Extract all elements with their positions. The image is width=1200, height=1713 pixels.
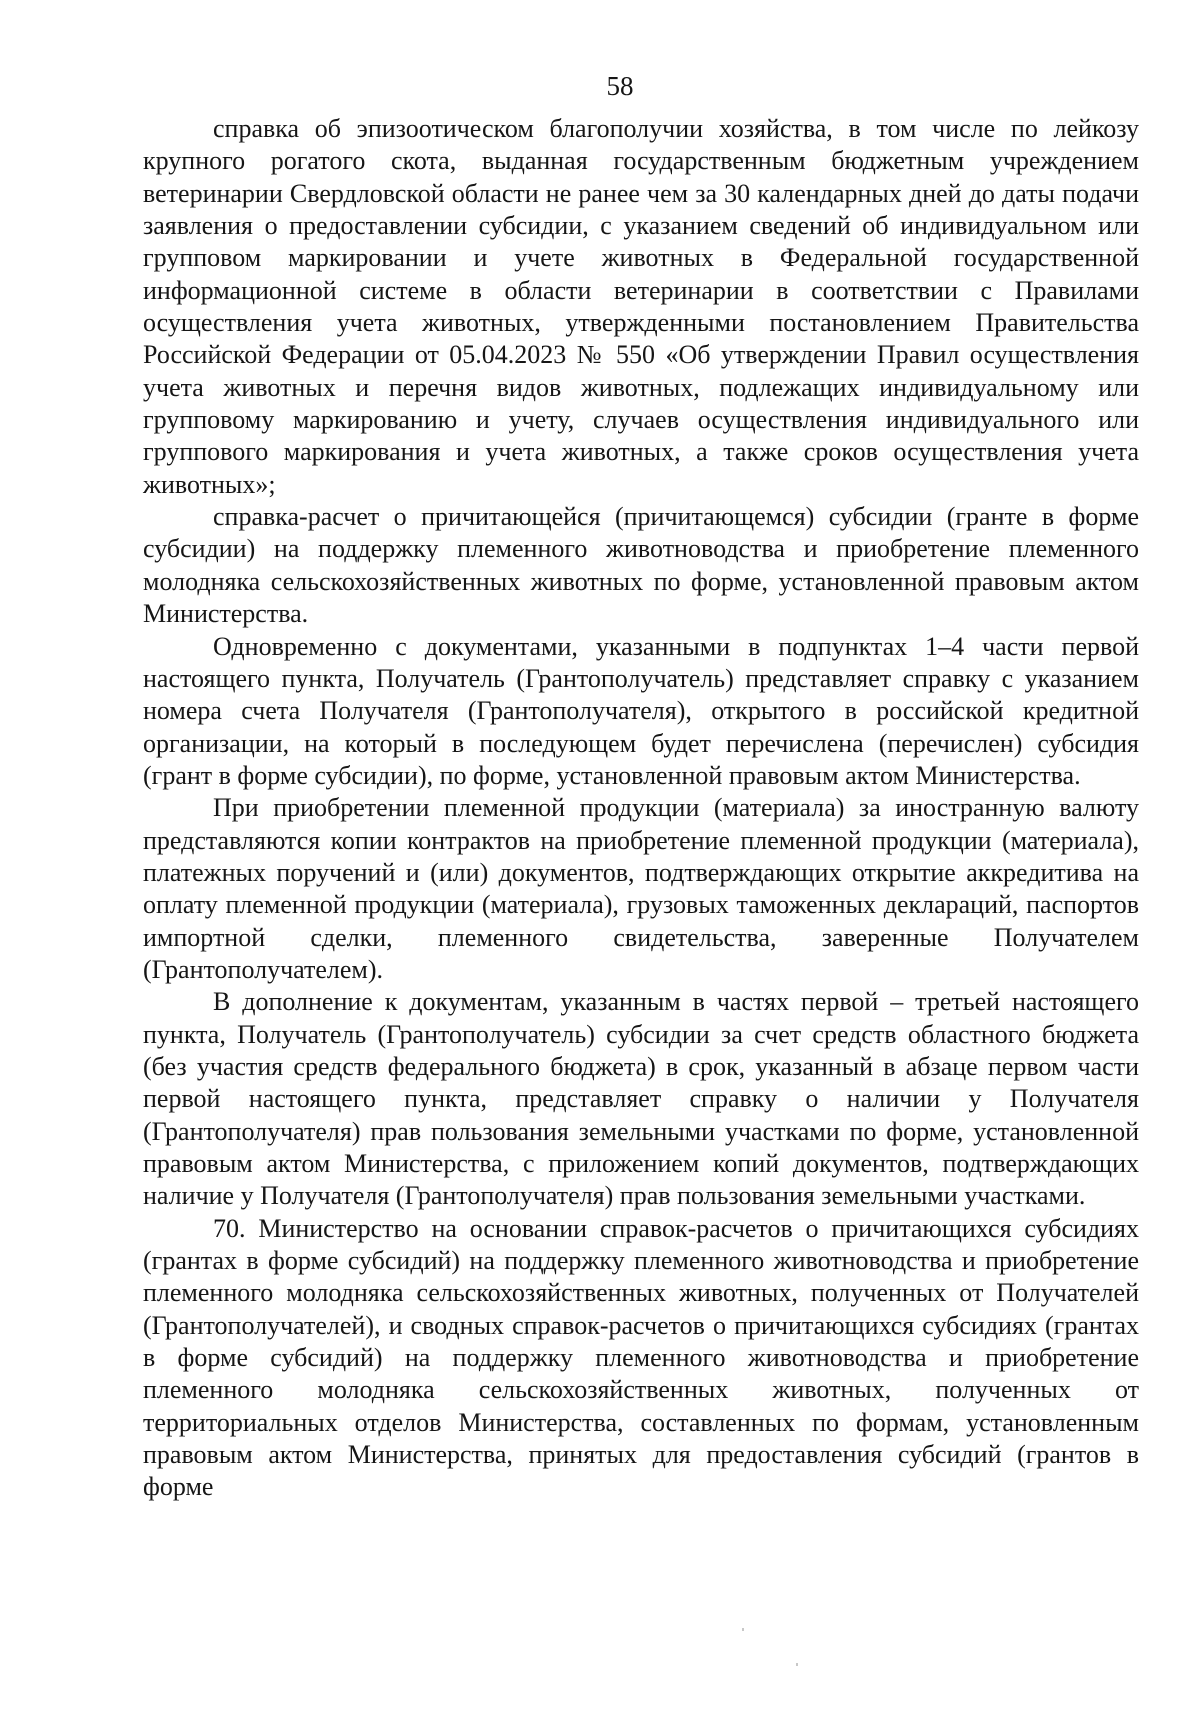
scan-speck	[796, 1663, 798, 1666]
page-number: 58	[606, 71, 634, 101]
scan-speck	[742, 1628, 744, 1631]
document-body	[143, 113, 1139, 1504]
paragraph-land-rights: В дополнение к документам, указанным в частях первой – третьей настоящего пункта, Получатель (Грантополучатель) субсидии за счет средств областного бюджета (без участия средств федерального бюджета) в срок, указанный в абзаце первом части первой настоящего пункта, представляет справку о наличии у Получателя (Грантополучателя) прав пользования земельными участками по форме, установленной правовым актом Министерства, с приложением копий документов, подтверждающих наличие у Получателя (Грантополучателя) прав пользования земельными участками.	[143, 987, 1139, 1211]
paragraph-subsidy-calculation: справка-расчет о причитающейся (причитающемся) субсидии (гранте в форме субсидии) на поддержку племенного животноводства и приобретение племенного молодняка сельскохозяйственных животных по форме, установленной правовым актом Министерства.	[143, 502, 1139, 629]
paragraph-bank-account: Одновременно с документами, указанными в подпунктах 1–4 части первой настоящего пункта, Получатель (Грантополучатель) представляет справку с указанием номера счета Получателя (Грантополучателя), открытого в российской кредитной организации, на который в последующем будет перечислена (перечислен) субсидия (грант в форме субсидии), по форме, установленной правовым актом Министерства.	[143, 631, 1139, 790]
paragraph-item-70: 70. Министерство на основании справок-расчетов о причитающихся субсидиях (грантах в форме субсидий) на поддержку племенного животноводства и приобретение племенного молодняка сельскохозяйственных животных, полученных от Получателей (Грантополучателей), и сводных справок-расчетов о причитающихся субсидиях (грантах в форме субсидий) на поддержку племенного животноводства и приобретение племенного молодняка сельскохозяйственных животных, полученных от территориальных отделов Министерства, составленных по формам, установленным правовым актом Министерства, принятых для предоставления субсидий (грантов в форме	[143, 1213, 1139, 1502]
paragraph-veterinary-certificate: справка об эпизоотическом благополучии хозяйства, в том числе по лейкозу крупного рогатого скота, выданная государственным бюджетным учреждением ветеринарии Свердловской области не ранее чем за 30 календарных дней до даты подачи заявления о предоставлении субсидии, с указанием сведений об индивидуальном или групповом маркировании и учете животных в Федеральной государственной информационной системе в области ветеринарии в соответствии с Правилами осуществления учета животных, утвержденными постановлением Правительства Российской Федерации от 05.04.2023 № 550 «Об утверждении Правил осуществления учета животных и перечня видов животных, подлежащих индивидуальному или групповому маркированию и учету, случаев осуществления индивидуального или группового маркирования и учета животных, а также сроков осуществления учета животных»;	[143, 114, 1139, 499]
paragraph-foreign-currency: При приобретении племенной продукции (материала) за иностранную валюту представляются копии контрактов на приобретение племенной продукции (материала), платежных поручений и (или) документов, подтверждающих открытие аккредитива на оплату племенной продукции (материала), грузовых таможенных деклараций, паспортов импортной сделки, племенного свидетельства, заверенные Получателем (Грантополучателем).	[143, 793, 1139, 984]
